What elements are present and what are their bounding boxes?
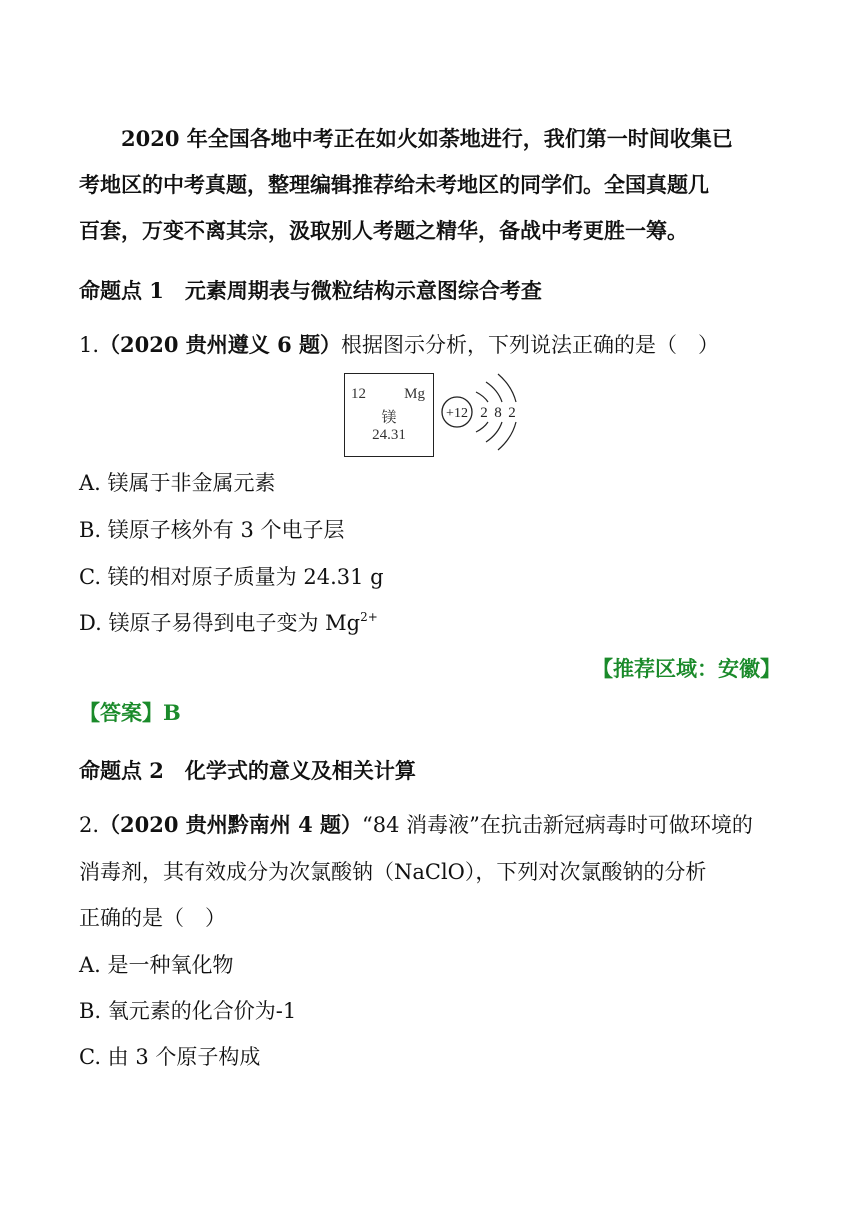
answer-line (79, 698, 781, 728)
answer-value: B (163, 700, 181, 725)
question-1-source: （2020 贵州遵义 6 题） (99, 332, 342, 357)
intro-line-3: 百套，万变不离其宗，汲取别人考题之精华，备战中考更胜一筹。 (79, 218, 688, 243)
question-2-text-3: 正确的是（ ） (79, 906, 226, 930)
question-1-option-a: A. 镁属于非金属元素 (79, 471, 276, 495)
intro-line-2: 考地区的中考真题，整理编辑推荐给未考地区的同学们。全国真题几 (79, 172, 709, 197)
topic-1-heading: 命题点 1 元素周期表与微粒结构示意图综合考查 (79, 278, 542, 303)
question-2-option-b: B. 氧元素的化合价为-1 (79, 999, 297, 1023)
question-2-text-1: “84 消毒液”在抗击新冠病毒时可做环境的 (362, 813, 753, 837)
shell-arc-1-bottom (476, 422, 488, 432)
intro-line-1: 2020 年全国各地中考正在如火如荼地进行，我们第一时间收集已 (121, 126, 733, 151)
answer-label: 【答案】 (79, 700, 163, 725)
atomic-mass: 24.31 (372, 427, 406, 443)
periodic-table-cell (344, 373, 434, 457)
shell-3-electrons: 2 (508, 405, 516, 421)
shell-arc-1-top (476, 392, 488, 402)
question-1-option-b: B. 镁原子核外有 3 个电子层 (79, 518, 345, 542)
recommend-region: 【推荐区域：安徽】 (592, 656, 781, 681)
question-1-option-d (79, 608, 781, 638)
charge-superscript: 2+ (360, 610, 378, 624)
question-1-text: 根据图示分析，下列说法正确的是（ ） (341, 333, 720, 357)
question-1-option-d-text: D. 镁原子易得到电子变为 Mg (79, 611, 361, 635)
shell-2-electrons: 8 (494, 405, 502, 421)
question-2-option-a: A. 是一种氧化物 (79, 953, 234, 977)
shell-1-electrons: 2 (480, 405, 488, 421)
question-2-option-c: C. 由 3 个原子构成 (79, 1045, 261, 1069)
question-1-stem (79, 330, 781, 360)
topic-2-heading: 命题点 2 化学式的意义及相关计算 (79, 758, 416, 783)
question-1-option-c: C. 镁的相对原子质量为 24.31 g (79, 565, 384, 589)
question-2-stem (79, 810, 781, 840)
question-2-number: 2. (79, 813, 100, 837)
atomic-structure-diagram (436, 370, 536, 460)
nucleus-charge: +12 (446, 406, 468, 421)
atomic-number: 12 (351, 386, 366, 402)
element-name: 镁 (381, 410, 397, 426)
element-symbol: Mg (404, 386, 425, 402)
question-2-source: （2020 贵州黔南州 4 题） (99, 812, 363, 837)
shell-arc-2-top (486, 382, 502, 402)
question-2-text-2: 消毒剂，其有效成分为次氯酸钠（NaClO），下列对次氯酸钠的分析 (79, 860, 707, 884)
shell-arc-2-bottom (486, 422, 502, 442)
question-1-number: 1. (79, 333, 100, 357)
